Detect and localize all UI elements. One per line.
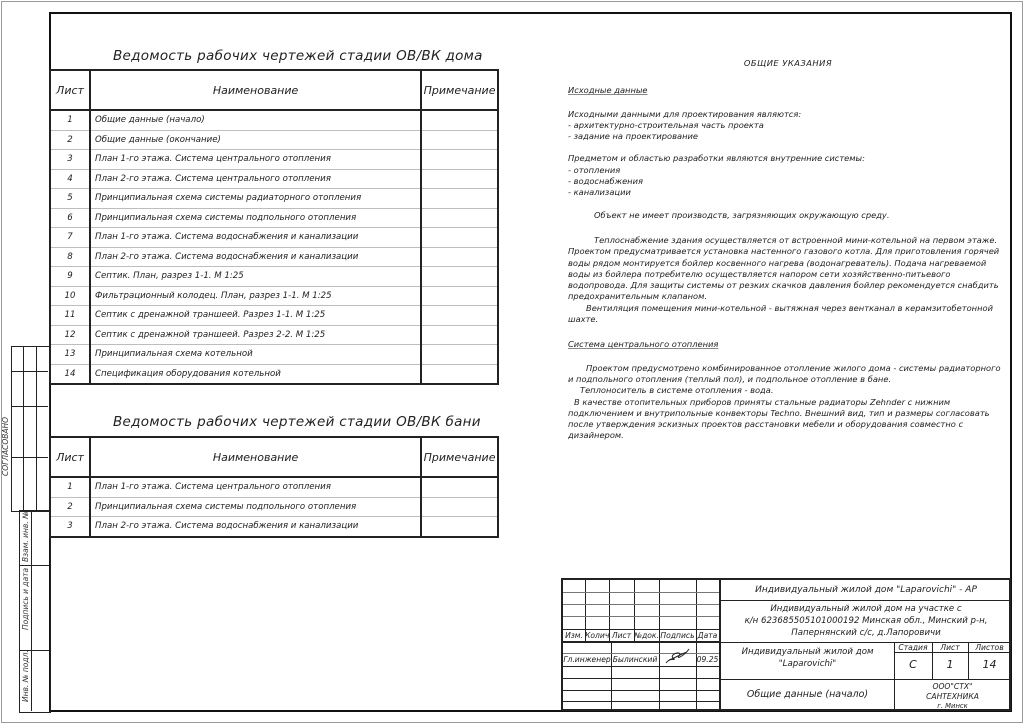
note-cell [421,477,498,497]
sheet-number-cell: 2 [50,497,90,517]
source-item: - архитектурно-строительная часть проекта [568,119,764,130]
sheet-number-cell: 3 [50,517,90,537]
sheet-number-cell: 10 [50,286,90,306]
table-row [50,345,498,365]
drawing-name-cell: План 1-го этажа. Система центрального отопления [90,150,421,170]
table-row [50,130,498,150]
sheet-number-cell: 14 [50,364,90,384]
drawing-name-cell: Принципиальная схема системы радиаторного отопления [90,189,421,209]
heating-devices-note: В качестве отопительных приборов приняты стальные радиаторы Zehnder с нижним подключением и внутрипольные конвекторы Techno. Внешний вид, тип и размеры согласовать после утверждения эскизных проектов расстановки мебели и оборудования совместно с дизайнером. [568,396,990,441]
sheet-number-cell: 5 [50,189,90,209]
address-line-1: Индивидуальный жилой дом на участке с [770,604,962,614]
table-row [50,189,498,209]
drawing-name-cell: План 1-го этажа. Система центрального отопления [90,477,421,497]
col-header-sheet: Лист [50,437,90,477]
house-drawing-list-table [49,69,499,385]
drawing-name-cell: Общие данные (окончание) [90,130,421,150]
note-cell [421,189,498,209]
sheet-number-cell: 12 [50,325,90,345]
inv-orig-label: Инв. № подл. [21,650,30,702]
note-cell [421,110,498,130]
object-name-line-2: "Laparovichi" [778,659,837,669]
drawing-name-cell: Принципиальная схема системы подпольного отопления [90,208,421,228]
note-cell [421,325,498,345]
sheet-number-cell: 3 [50,150,90,170]
role-gl-engineer: Гл.инженер [563,655,611,664]
house-table-title: Ведомость рабочих чертежей стадии ОВ/ВК дома [113,48,483,64]
source-item: - задание на проектирование [568,131,698,142]
note-cell [421,150,498,170]
sheet-number-cell: 13 [50,345,90,365]
person-name: Былинский [612,655,658,664]
sheet-value: 1 [946,658,954,671]
stage-value: С [909,658,917,671]
sheet-number-cell: 6 [50,208,90,228]
note-cell [421,345,498,365]
heat-supply-note: Теплоснабжение здания осуществляется от встроенной мини-котельной на первом этаже. Проектом предусматривается установка настенного газового котла. Для приготовления горячей воды рядом монтируется бойлер косвенного нагрева (водонагреватель). Подача нагреваемой воды из бойлера потребителю осуществляется напором сети хозяйственно-питьевого водопровода. Для защиты системы от резких скачков давления бойлер рекомендуется снабдить предохранительным клапаном. [568,234,1000,302]
note-cell [421,130,498,150]
note-cell [421,306,498,326]
col-ndoc: №док. [634,631,659,640]
table-row [50,477,498,497]
environment-note: Объект не имеет производств, загрязняющих окружающую среду. [594,209,890,220]
bath-table-title: Ведомость рабочих чертежей стадии ОВ/ВК бани [113,414,481,430]
col-list: Лист [611,631,632,640]
sheet-number-cell: 2 [50,130,90,150]
table-row [50,364,498,384]
bath-drawing-list-table [49,436,499,538]
drawing-name-cell: Септик с дренажной траншеей. Разрез 1-1. М 1:25 [90,306,421,326]
sheet-number-cell: 1 [50,477,90,497]
table-row [50,267,498,287]
table-row [50,228,498,248]
note-cell [421,497,498,517]
heating-combined-note: Проектом предусмотрено комбинированное отопление жилого дома - системы радиаторного и подпольного отопления (теплый пол), и подпольное отопление в бане. [568,362,1001,384]
table-row [50,306,498,326]
sheet-number-cell: 11 [50,306,90,326]
sheet-number-cell: 7 [50,228,90,248]
drawing-name-cell: Общие данные (начало) [90,110,421,130]
col-header-name: Наименование [90,70,421,110]
inv-replace-label: Взам. инв. № [21,511,30,562]
sign-date-label: Подпись и дата [21,567,30,630]
col-header-sheet: Лист [50,70,90,110]
table-header-row [50,437,498,477]
notes-heading: ОБЩИЕ УКАЗАНИЯ [743,58,833,68]
note-cell [421,286,498,306]
drawing-name-cell: Принципиальная схема котельной [90,345,421,365]
org-line-3: г. Минск [937,702,968,710]
sheet-label: Лист [940,643,960,652]
drawing-name-cell: Фильтрационный колодец. План, разрез 1-1. М 1:25 [90,286,421,306]
table-row [50,517,498,537]
stage-label: Стадия [898,643,928,652]
drawing-name-cell: План 2-го этажа. Система водоснабжения и канализации [90,247,421,267]
table-row [50,325,498,345]
address-line-2: к/н 623685505101000192 Минская обл., Минский р-н, [744,616,988,626]
sheets-label: Листов [975,643,1004,652]
table-row [50,247,498,267]
note-cell [421,267,498,287]
table-row [50,169,498,189]
drawing-name-cell: План 2-го этажа. Система центрального отопления [90,169,421,189]
col-kol: Колич [585,631,610,640]
sheet-number-cell: 8 [50,247,90,267]
signature-icon [663,646,693,666]
drawing-name-cell: Спецификация оборудования котельной [90,364,421,384]
note-cell [421,364,498,384]
coolant-note: Теплоноситель в системе отопления - вода. [580,385,774,396]
table-header-row [50,70,498,110]
note-cell [421,208,498,228]
note-cell [421,247,498,267]
address-line-3: Папернянский с/с, д.Лапоровичи [791,628,941,638]
sheet-number-cell: 1 [50,110,90,130]
drawing-name-cell: Септик с дренажной траншеей. Разрез 2-2. М 1:25 [90,325,421,345]
scope-item: - отопления [568,164,621,175]
col-izm: Изм. [565,631,583,640]
note-cell [421,517,498,537]
sheet-number-cell: 4 [50,169,90,189]
col-date: Дата [697,631,718,640]
sheet-number-cell: 9 [50,267,90,287]
table-row [50,150,498,170]
table-row [50,497,498,517]
scope-item: - водоснабжения [568,176,643,187]
col-header-note: Примечание [421,70,498,110]
col-sign: Подпись [660,631,695,640]
drawing-name-cell: План 2-го этажа. Система водоснабжения и канализации [90,517,421,537]
title-block [561,578,1011,711]
note-cell [421,228,498,248]
org-line-1: ООО"СТХ" [932,682,973,691]
section-title-central-heating: Система центрального отопления [568,339,719,350]
object-name-line-1: Индивидуальный жилой дом [741,647,874,657]
scope-item: - канализации [568,187,631,198]
table-row [50,286,498,306]
sign-date: 09.25 [696,655,719,664]
col-header-note: Примечание [421,437,498,477]
org-line-2: САНТЕХНИКА [926,692,979,701]
col-header-name: Наименование [90,437,421,477]
source-intro: Исходными данными для проектирования являются: [568,108,802,119]
scope-intro: Предметом и областью разработки являются внутренние системы: [568,153,865,164]
general-notes [568,58,1008,442]
ventilation-note: Вентиляция помещения мини-котельной - вытяжная через вентканал в керамзитобетонной шахте. [568,302,993,325]
drawing-name-cell: Септик. План, разрез 1-1. М 1:25 [90,267,421,287]
drawing-name-cell: План 1-го этажа. Система водоснабжения и канализации [90,228,421,248]
sheet-title: Общие данные (начало) [746,689,869,700]
agreed-label: СОГЛАСОВАНО [1,416,10,476]
project-code: Индивидуальный жилой дом "Laparovichi" - АР [755,585,977,595]
drawing-name-cell: Принципиальная схема системы подпольного отопления [90,497,421,517]
table-row [50,208,498,228]
sheets-value: 14 [982,658,997,671]
note-cell [421,169,498,189]
table-row [50,110,498,130]
section-title-source-data: Исходные данные [568,85,648,96]
